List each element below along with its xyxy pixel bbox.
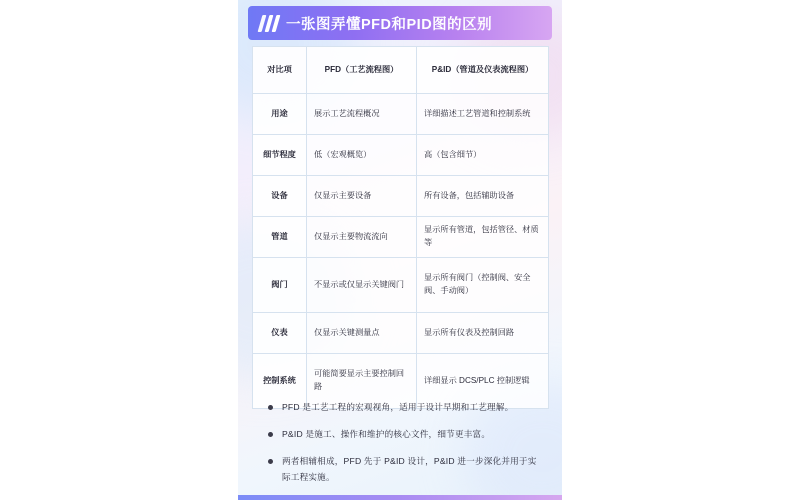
cell-pid: 显示所有阀门（控制阀、安全阀、手动阀） (417, 258, 549, 313)
cell-pfd: 仅显示主要设备 (307, 176, 417, 217)
cell-pfd: 不显示或仅显示关键阀门 (307, 258, 417, 313)
list-item (268, 400, 542, 416)
right-gutter (562, 0, 800, 500)
list-item (268, 454, 542, 486)
page-title: 一张图弄懂PFD和PID图的区别 (286, 16, 493, 33)
list-item (268, 427, 542, 443)
cell-pid: 所有设备，包括辅助设备 (417, 176, 549, 217)
comparison-table (252, 46, 549, 409)
cell-pfd: 可能简要显示主要控制回路 (307, 354, 417, 409)
note-text: PFD 是工艺工程的宏观视角，适用于设计早期和工艺理解。 (282, 402, 514, 412)
cell-pfd: 展示工艺流程概况 (307, 94, 417, 135)
summary-notes (268, 400, 542, 497)
table-row (253, 258, 549, 313)
row-label: 用途 (253, 94, 307, 135)
column-header-pfd: PFD（工艺流程图） (307, 47, 417, 94)
cell-pid: 显示所有管道，包括管径、材质等 (417, 217, 549, 258)
cell-pid: 详细描述工艺管道和控制系统 (417, 94, 549, 135)
table-row (253, 94, 549, 135)
row-label: 管道 (253, 217, 307, 258)
cell-pid: 高（包含细节） (417, 135, 549, 176)
table-row (253, 176, 549, 217)
row-label: 控制系统 (253, 354, 307, 409)
cell-pid: 详细显示 DCS/PLC 控制逻辑 (417, 354, 549, 409)
bullet-icon (268, 432, 273, 437)
row-label: 阀门 (253, 258, 307, 313)
left-gutter (0, 0, 238, 500)
note-text: P&ID 是施工、操作和维护的核心文件，细节更丰富。 (282, 428, 491, 439)
cell-pid: 显示所有仪表及控制回路 (417, 313, 549, 354)
column-header-item: 对比项 (253, 47, 307, 94)
row-label: 设备 (253, 176, 307, 217)
table-row (253, 135, 549, 176)
table-header-row (253, 47, 549, 94)
column-header-pid: P&ID（管道及仪表流程图） (417, 47, 549, 94)
slanted-bars-icon (260, 15, 278, 32)
cell-pfd: 低（宏观概览） (307, 135, 417, 176)
bullet-icon (268, 459, 273, 464)
table-row (253, 313, 549, 354)
row-label: 仪表 (253, 313, 307, 354)
comparison-table-wrapper (252, 46, 548, 409)
row-label: 细节程度 (253, 135, 307, 176)
infographic-card (238, 0, 562, 500)
cell-pfd: 仅显示关键测量点 (307, 313, 417, 354)
cell-pfd: 仅显示主要物流流向 (307, 217, 417, 258)
bullet-icon (268, 405, 273, 410)
note-text: 两者相辅相成，PFD 先于 P&ID 设计，P&ID 进一步深化并用于实际工程实施。 (282, 455, 537, 482)
table-row (253, 217, 549, 258)
bottom-accent-bar (238, 495, 562, 500)
title-banner (238, 6, 562, 40)
